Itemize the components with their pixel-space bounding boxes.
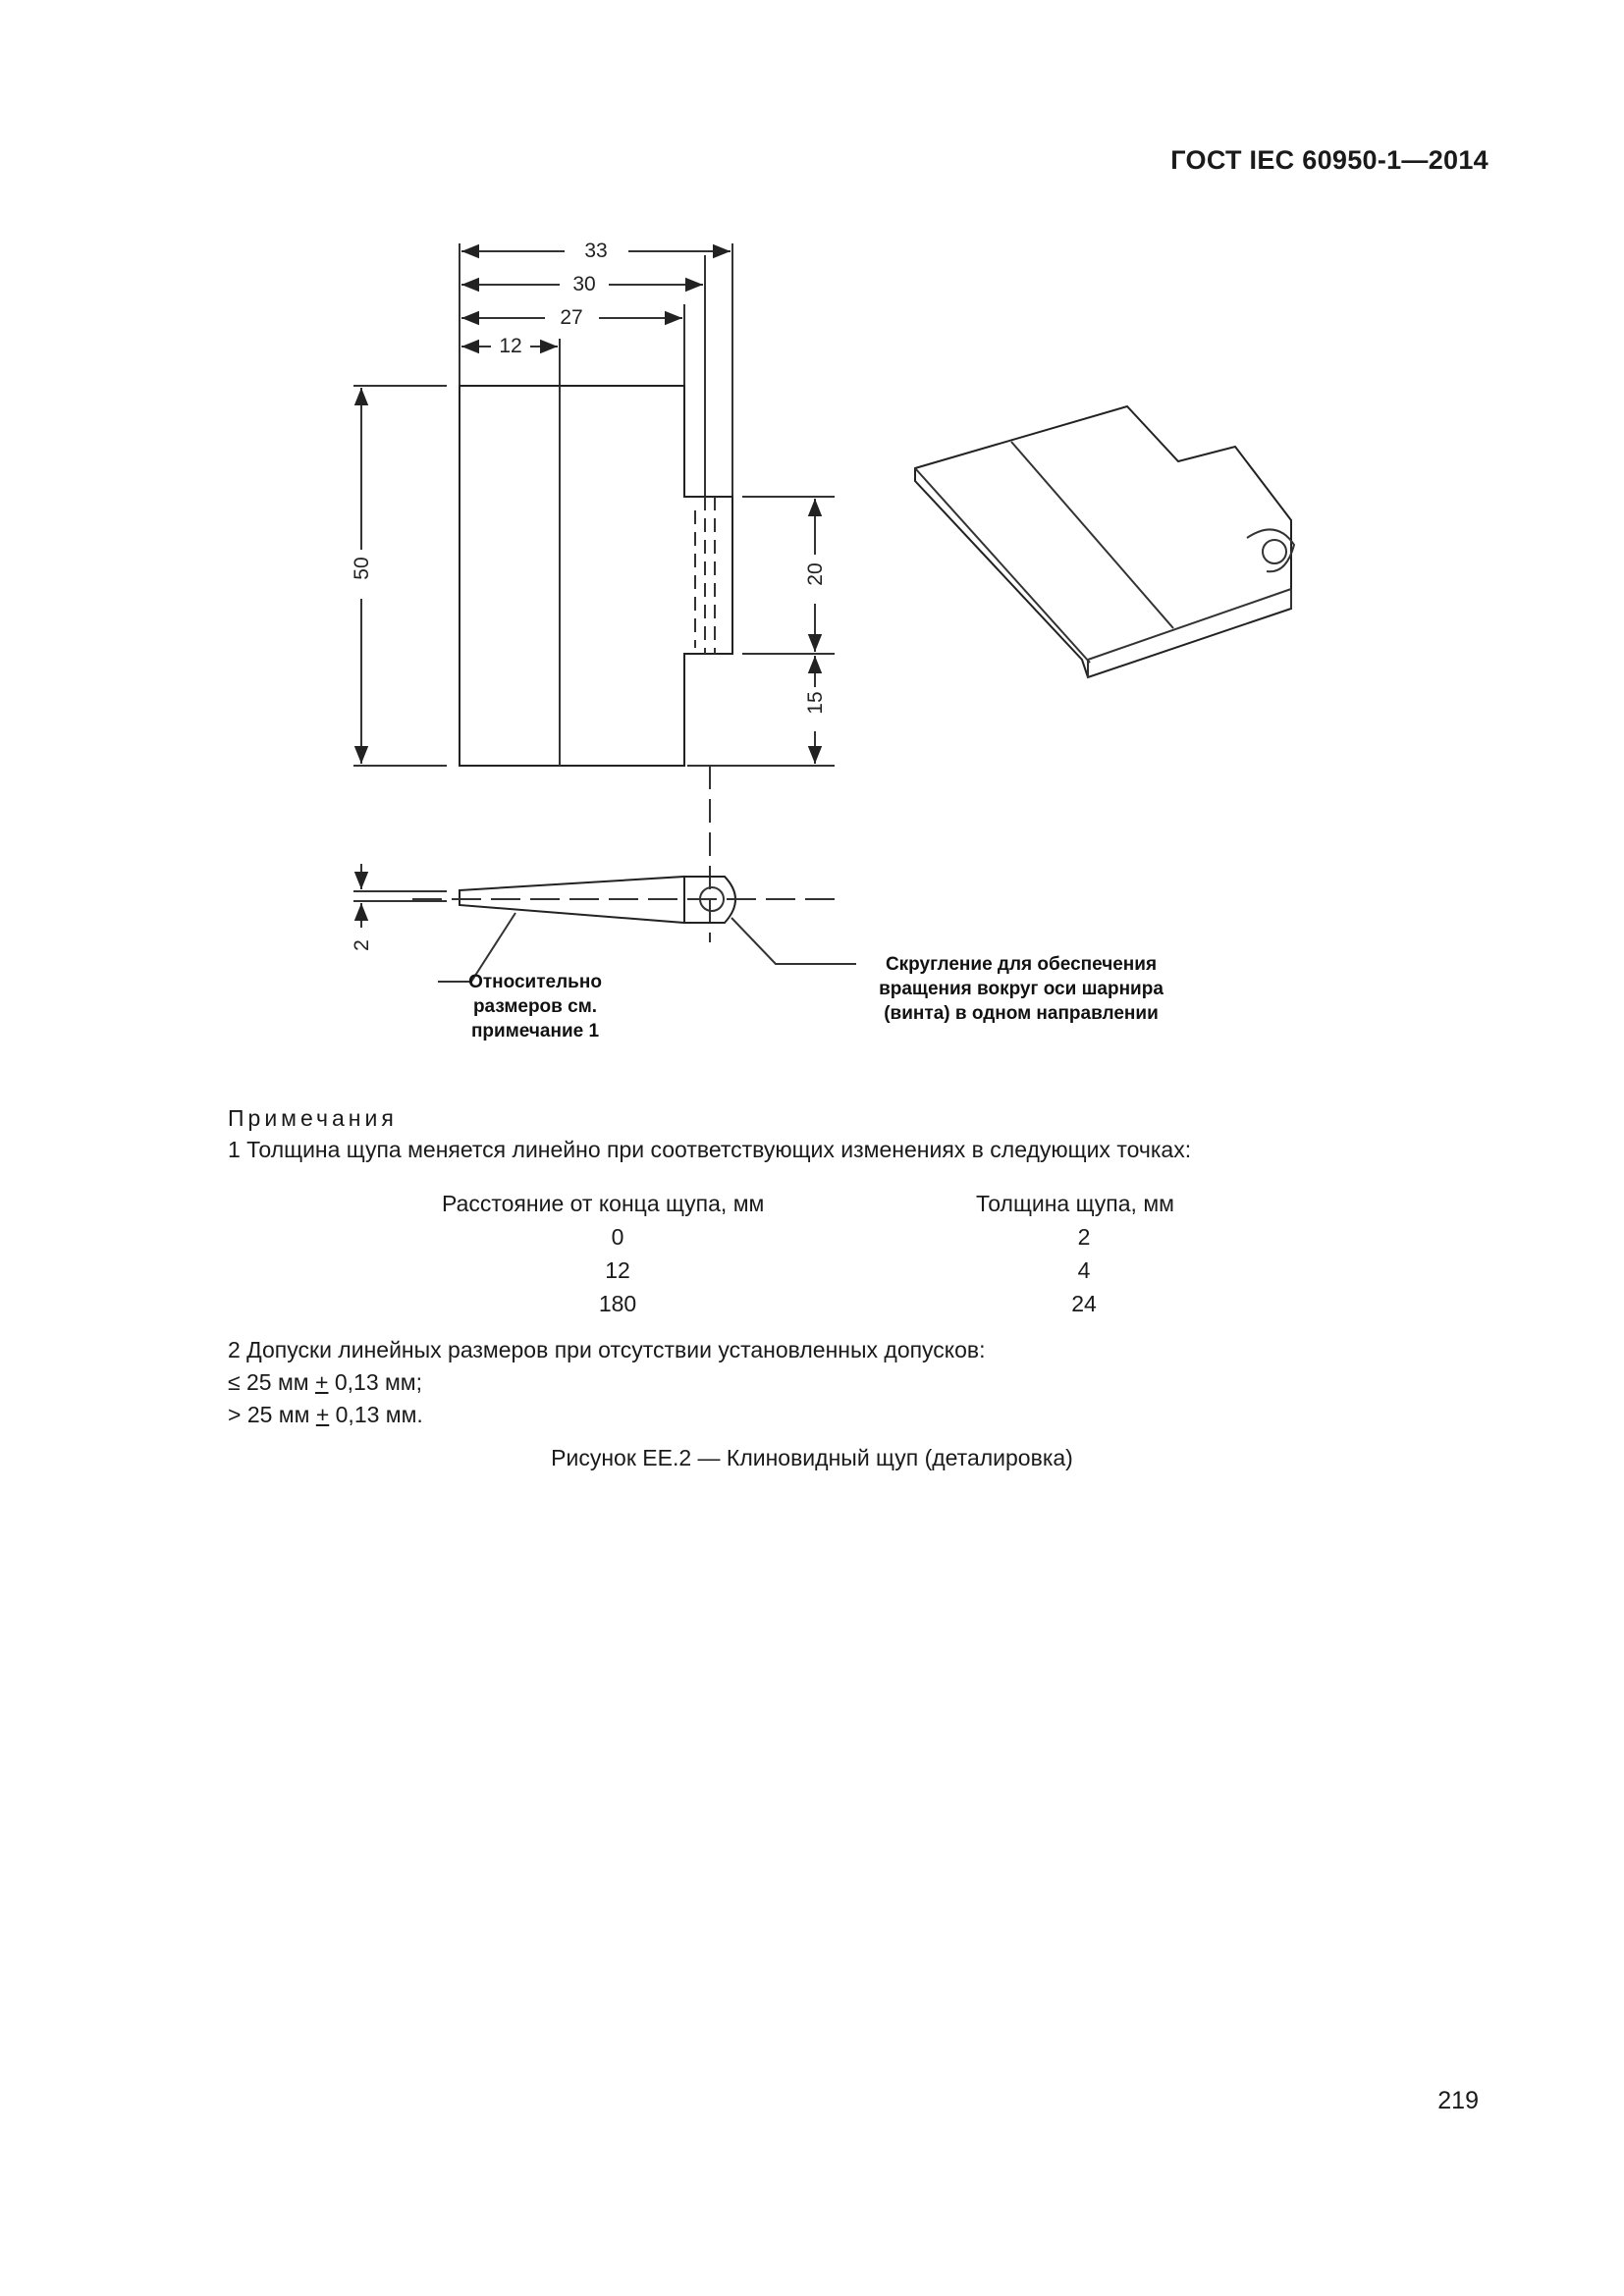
note-1: 1 Толщина щупа меняется линейно при соответствующих изменениях в следующих точках: (228, 1137, 1192, 1162)
dim-50: 50 (351, 557, 373, 580)
notes-title: Примечания (228, 1105, 398, 1131)
dim-27: 27 (560, 306, 583, 329)
dim-12: 12 (499, 335, 522, 357)
callout-right-line-1: Скругление для обеспечения (885, 954, 1158, 975)
tolerance-line-2: > 25 мм + 0,13 мм. (228, 1402, 423, 1427)
table-cell-thickness: 24 (1071, 1291, 1097, 1316)
probe-drawing (0, 0, 1624, 1080)
dim-2: 2 (351, 939, 373, 951)
tolerance-line-1: ≤ 25 мм + 0,13 мм; (228, 1369, 423, 1395)
dim-20: 20 (804, 562, 827, 586)
callout-right-line-2: вращения вокруг оси шарнира (879, 979, 1164, 999)
callout-left-line-3: примечание 1 (470, 1021, 600, 1041)
document-header: ГОСТ IEC 60950-1—2014 (1170, 145, 1489, 175)
table-header-distance: Расстояние от конца щупа, мм (442, 1191, 765, 1216)
table-cell-thickness: 2 (1077, 1224, 1091, 1250)
callout-left-line-2: размеров см. (472, 996, 598, 1017)
figure-caption: Рисунок ЕЕ.2 — Клиновидный щуп (деталировка) (551, 1445, 1073, 1470)
table-cell-distance: 12 (605, 1257, 630, 1283)
table-cell-thickness: 4 (1077, 1257, 1091, 1283)
table-cell-distance: 180 (598, 1291, 637, 1316)
note-2: 2 Допуски линейных размеров при отсутствии установленных допусков: (228, 1337, 986, 1362)
table-cell-distance: 0 (611, 1224, 624, 1250)
table-header-thickness: Толщина щупа, мм (976, 1191, 1174, 1216)
page-number: 219 (1437, 2087, 1479, 2114)
dim-33: 33 (584, 240, 608, 262)
callout-left-line-1: Относительно (468, 972, 602, 992)
dim-15: 15 (804, 691, 827, 715)
callout-right-line-3: (винта) в одном направлении (884, 1003, 1159, 1024)
dim-30: 30 (572, 273, 596, 295)
